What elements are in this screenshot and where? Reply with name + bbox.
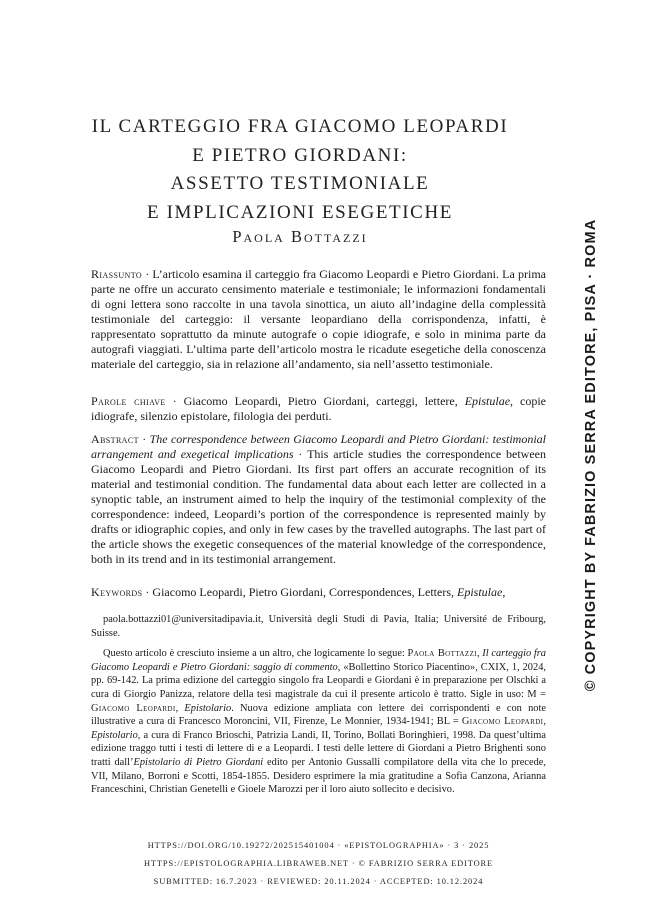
- keywords-italic: Epistulae: [457, 585, 503, 599]
- note-text-f: ,: [543, 716, 546, 728]
- note-author: Paola Bottazzi: [407, 648, 477, 660]
- note-text-e: . Nuova edizione ampliata con lettere dei corrispondenti e con note illustrative a cura di Francesco Moroncini, VII, Firenze, Le Monnier, 1934-1941; BL =: [91, 702, 547, 728]
- note-text-b: ,: [476, 648, 483, 660]
- riassunto-label: Riassunto: [91, 267, 143, 281]
- title-line-3: ASSETTO TESTIMONIALE: [170, 173, 430, 194]
- footer-website: HTTPS://EPISTOLOGRAPHIA.LIBRAWEB.NET · © FABRIZIO SERRA EDITORE: [143, 859, 494, 868]
- keywords-label: Keywords: [91, 585, 143, 599]
- footnotes: [91, 613, 546, 797]
- riassunto-text: L’articolo esamina il carteggio fra Giacomo Leopardi e Pietro Giordani. La prima parte ne offre un accurato censimento materiale e testimoniale; le informazioni fondamentali di ogni lettera sono raccolte in una tavola sinottica, un aiuto all’indagine della complessità testimoniale del carteggio: il versante leopardiano della corrispondenza, infatti, è rappresentato soprattutto da minute autografe o copie idiografe, e solo in minima parte da autografi viaggiati. L’ultima parte dell’articolo mostra le ricadute esegetiche della conoscenza materiale del carteggio, sia in relazione all’andamento, sia nell’assetto testimoniale.: [91, 267, 546, 371]
- author-name: Paola Bottazzi: [232, 227, 368, 246]
- affiliation-note: paola.bottazzi01@universitadipavia.it, Università degli Studi di Pavia, Italia; Université de Fribourg, Suisse.: [91, 614, 546, 639]
- riassunto-separator: ·: [142, 267, 153, 281]
- keywords-text: Giacomo Leopardi, Pietro Giordani, Correspondences, Letters,: [152, 585, 457, 599]
- note-text-d: ,: [175, 702, 185, 714]
- abstract-paragraph: [91, 432, 546, 567]
- note-text-c: , «Bollettino Storico Piacentino», CXIX, 1, 2024, pp. 69-142. La prima edizione del carteggio singolo fra Leopardi e Giordani è in preparazione per Olschki a cura di Giorgio Panizza, relatore della tesi magistrale da cui il presente articolo è tratto. Sigle in uso: M =: [91, 661, 546, 700]
- copyright-text: © COPYRIGHT BY FABRIZIO SERRA EDITORE, PISA · ROMA: [583, 218, 599, 692]
- title-line-2: E PIETRO GIORDANI:: [192, 144, 408, 166]
- title-line-1: IL CARTEGGIO FRA GIACOMO LEOPARDI: [91, 116, 509, 137]
- abstract-label: Abstract: [91, 432, 139, 446]
- parole-chiave-text-end: , copie idiografe, silenzio epistolare, filologia dei perduti.: [91, 394, 546, 423]
- abstract-text: This article studies the correspondence between Giacomo Leopardi and Pietro Giordani. Its first part offers an accurate recognition of its material and testimonial condition. The fundamental data about each letter are collected in a synoptic table, an instrument aimed to help the inquiry of the testimonial complexity of the correspondence: indeed, Leopardi’s portion of the correspondence is represented mainly by drafts or idiographic copies, and only in few cases by the travelled autographs. The last part of the article shows the exegetic consequences of the material knowledge of the correspondence, both in its trend and in its testimonial arrangement.: [91, 447, 546, 566]
- keywords-text-end: ,: [502, 585, 506, 599]
- note-text-h: edito per Antonio Gussalli compilatore della vita che lo precede, VII, Milano, Borroni e Scotti, 1854-1855. Desidero esprimere la mia gratitudine a Sofia Canzona, Arianna Franceschini, Christian Genetelli e Gioele Marozzi per il loro aiuto sollecito e decisivo.: [91, 756, 547, 796]
- note-companion-title: Il carteggio fra Giacomo Leopardi e Pietro Giordani: saggio di commento: [91, 648, 547, 673]
- note-epistolario-giordani: Epistolario di Pietro Giordani: [133, 756, 264, 768]
- title-line-4: E IMPLICAZIONI ESEGETICHE: [147, 201, 453, 223]
- abstract-separator: ·: [138, 432, 150, 446]
- article-title: [90, 113, 510, 227]
- abstract-title: The correspondence between Giacomo Leopardi and Pietro Giordani: testimonial arrangement and exegetical implications: [91, 432, 547, 461]
- note-leopardi-2: Giacomo Leopardi: [461, 716, 544, 728]
- footer-doi: HTTPS://DOI.ORG/10.19272/202515401004 · «EPISTOLOGRAPHIA» · 3 · 2025: [147, 841, 490, 850]
- keywords-paragraph: [91, 585, 546, 600]
- abstract-separator-2: ·: [293, 447, 308, 461]
- parole-chiave-text: Giacomo Leopardi, Pietro Giordani, carteggi, lettere,: [183, 394, 465, 408]
- note-epistolario-2: Epistolario: [91, 729, 138, 741]
- note-epistolario-1: Epistolario: [184, 702, 232, 714]
- parole-chiave-separator: ·: [165, 394, 184, 408]
- parole-chiave-italic: Epistulae: [464, 394, 511, 408]
- note-text-a: Questo articolo è cresciuto insieme a un altro, che logicamente lo segue:: [103, 648, 408, 660]
- page-footer: [91, 837, 546, 891]
- note-leopardi-1: Giacomo Leopardi: [91, 702, 176, 714]
- riassunto-paragraph: [91, 267, 546, 372]
- acknowledgement-note: [91, 647, 546, 797]
- keywords-separator: ·: [142, 585, 153, 599]
- footer-dates: SUBMITTED: 16.7.2023 · REVIEWED: 20.11.2024 · ACCEPTED: 10.12.2024: [153, 877, 484, 886]
- note-text-g: , a cura di Franco Brioschi, Patrizia Landi, II, Torino, Bollati Boringhieri, 1998. Da quest’ultima edizione traggo tutti i testi di lettere di e a Leopardi. I testi delle lettere di Giordani a Pietro Brighenti sono tratti dall’: [91, 729, 546, 768]
- parole-chiave-label: Parole chiave: [91, 394, 166, 408]
- parole-chiave-paragraph: [91, 394, 546, 424]
